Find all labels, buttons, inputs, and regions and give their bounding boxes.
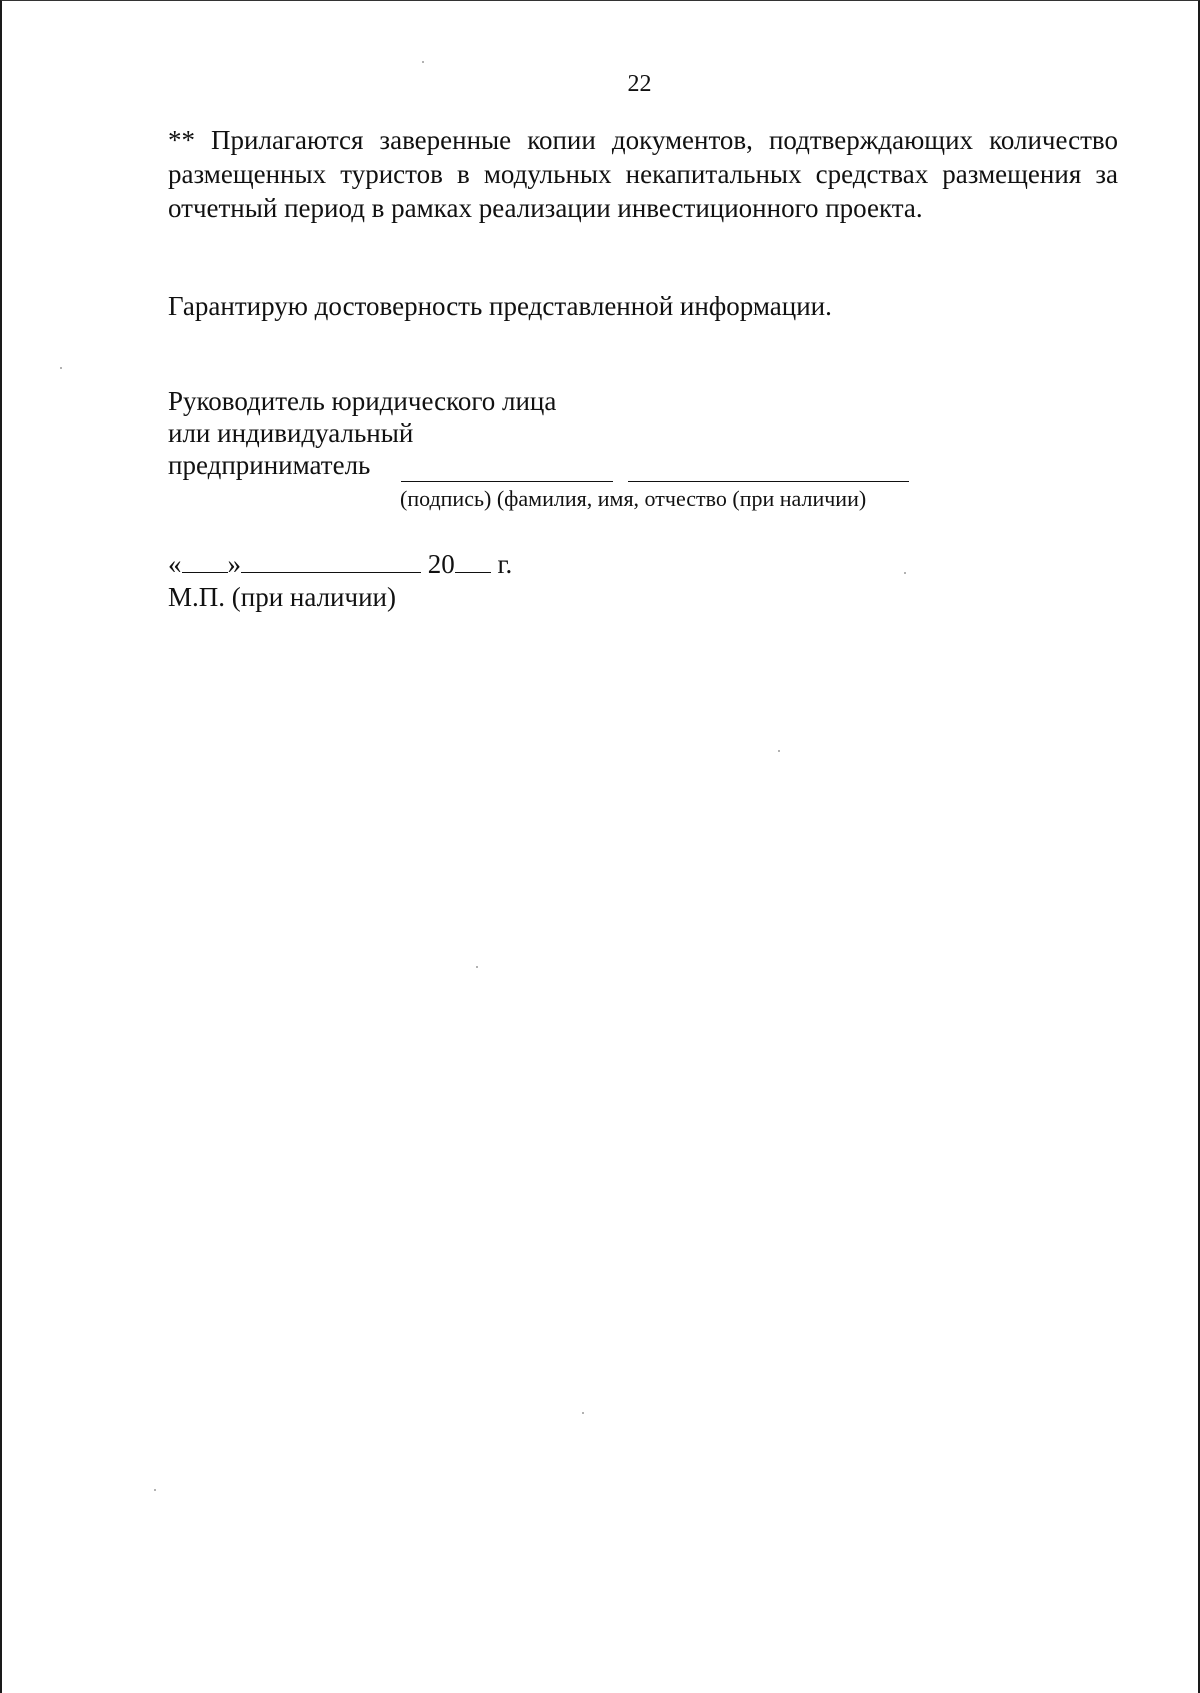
scan-speck: [60, 367, 62, 369]
guarantee-statement: Гарантирую достоверность представленной информации.: [168, 291, 832, 321]
scan-speck: [904, 572, 906, 574]
page-number: 22: [627, 71, 652, 97]
year-suffix: г.: [497, 549, 513, 579]
year-prefix: 20: [427, 549, 455, 579]
signer-title-line-1: Руководитель юридического лица: [168, 386, 557, 416]
month-blank: [241, 550, 421, 573]
scan-speck: [154, 1489, 156, 1491]
signature-caption: (подпись) (фамилия, имя, отчество (при наличии): [400, 486, 867, 511]
seal-placeholder: М.П. (при наличии): [168, 582, 396, 612]
signer-title-line-2: или индивидуальный: [168, 418, 414, 448]
scan-speck: [582, 1412, 584, 1414]
scan-speck: [778, 750, 780, 752]
signature-line: [401, 481, 613, 482]
year-blank: [455, 550, 491, 573]
scan-speck: [476, 966, 478, 968]
signer-block: [168, 385, 556, 481]
attachment-note: ** Прилагаются заверенные копии документов, подтверждающих количество размещенных туристов в модульных некапитальных средствах размещения за отчетный период в рамках реализации инвестиционного проекта.: [168, 125, 1118, 223]
date-line: [168, 547, 512, 581]
full-name-line: [628, 481, 909, 482]
day-blank: [182, 550, 228, 573]
date-close-quote: »: [227, 549, 241, 579]
signer-title-line-3: предприниматель: [168, 450, 371, 480]
scan-speck: [422, 61, 424, 63]
date-open-quote: «: [168, 549, 182, 579]
